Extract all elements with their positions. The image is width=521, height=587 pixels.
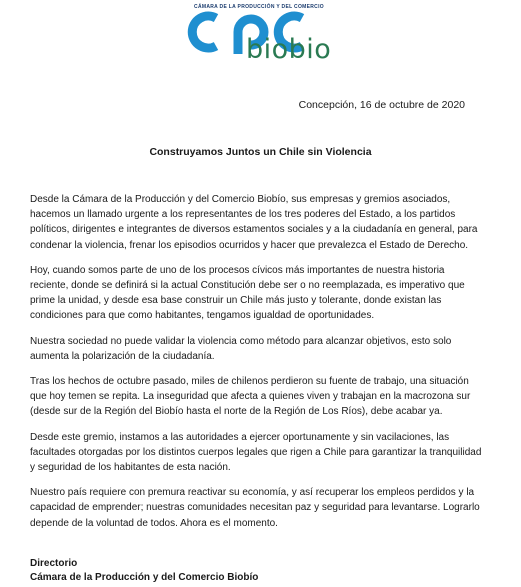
letter-title: Construyamos Juntos un Chile sin Violencia — [149, 146, 372, 158]
letter-date: Concepción, 16 de octubre de 2020 — [298, 99, 465, 111]
letter-body — [30, 192, 482, 541]
logo-tagline: CÁMARA DE LA PRODUCCIÓN Y DEL COMERCIO — [194, 4, 324, 10]
paragraph: Desde la Cámara de la Producción y del Comercio Biobío, sus empresas y gremios asociados, hacemos un llamado urgente a los representantes de los tres poderes del Estado, a los partidos políticos, dirigentes e integrantes de diversos estamentos sociales y a la ciudadanía en general, para condenar la violencia, frenar los episodios ocurridos y hacer que prevalezca el Estado de Derecho. — [30, 194, 478, 251]
signature-organization: Cámara de la Producción y del Comercio Biobío — [30, 572, 259, 583]
paragraph: Nuestra sociedad no puede validar la violencia como método para alcanzar objetivos, esto solo aumenta la polarización de la ciudadanía. — [30, 335, 452, 362]
signature-block — [30, 557, 258, 585]
paragraph: Desde este gremio, instamos a las autoridades a ejercer oportunamente y sin vacilaciones, las facultades otorgadas por los distintos cuerpos legales que rigen a Chile para garantizar la tranquilidad y seguridad de los habitantes de esta nación. — [30, 431, 482, 474]
paragraph: Tras los hechos de octubre pasado, miles de chilenos perdieron su fuente de trabajo, una situación que hoy temen se repita. La inseguridad que afecta a quienes viven y trabajan en la macrozona sur (desde sur de la Región del Biobío hasta el norte de la Región de Los Ríos), debe acabar ya. — [30, 376, 471, 418]
signature-role: Directorio — [30, 558, 78, 569]
paragraph: Nuestro país requiere con premura reactivar su economía, y así recuperar los empleos perdidos y la capacidad de emprender; nuestras comunidades necesitan paz y seguridad para levantarse. Lograrlo depende de la voluntad de todos. Ahora es el momento. — [30, 487, 480, 529]
paragraph: Hoy, cuando somos parte de uno de los procesos cívicos más importantes de nuestra historia reciente, donde se definirá si la actual Constitución debe ser o no reemplazada, es imperativo que prime la unidad, y desde esa base construir un Chile más justo y tolerante, donde existan las condiciones para que como habitantes, tengamos igualdad de oportunidades. — [30, 264, 465, 322]
logo-biobio-wordmark: biobio — [246, 34, 332, 65]
cpc-biobio-logo — [178, 4, 338, 72]
